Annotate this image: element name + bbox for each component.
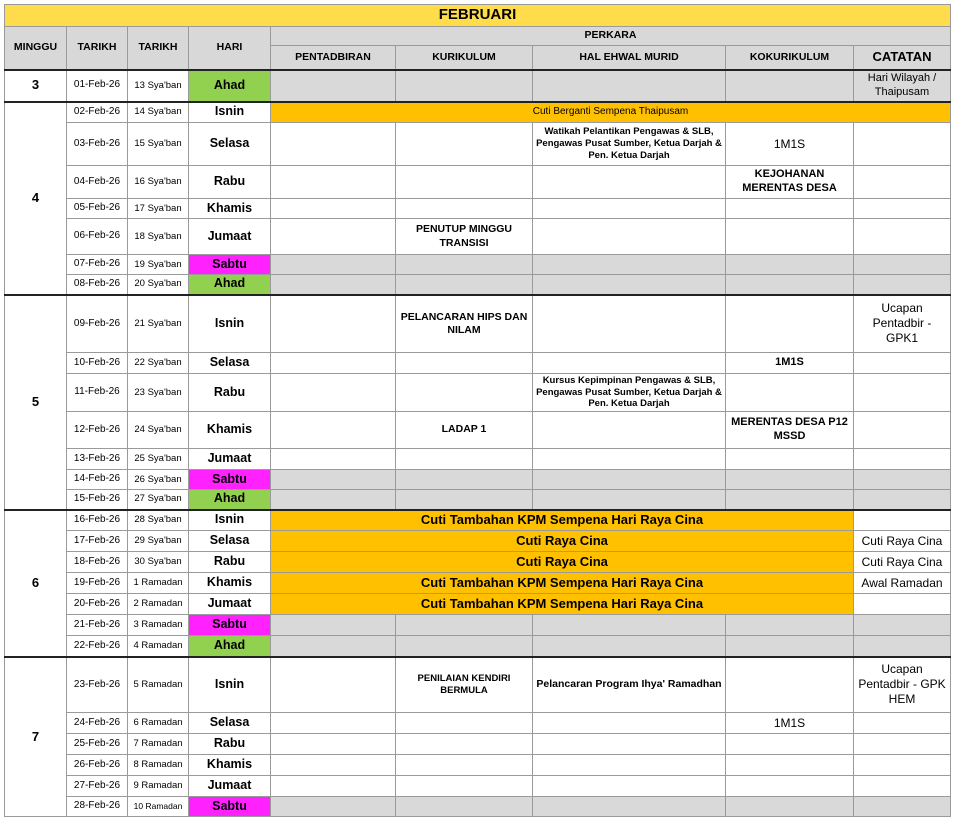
empty-cell[interactable]: [533, 70, 726, 102]
empty-cell[interactable]: [533, 412, 726, 449]
day-cell[interactable]: Selasa: [189, 353, 271, 374]
date-cell[interactable]: 20-Feb-26: [67, 594, 128, 615]
empty-cell[interactable]: [726, 657, 854, 713]
day-cell[interactable]: Ahad: [189, 70, 271, 102]
hijri-date-cell[interactable]: 6 Ramadan: [128, 713, 189, 734]
day-cell[interactable]: Rabu: [189, 166, 271, 199]
header-pentadbiran[interactable]: PENTADBIRAN: [271, 46, 396, 70]
hijri-date-cell[interactable]: 23 Sya'ban: [128, 374, 189, 412]
date-cell[interactable]: 16-Feb-26: [67, 510, 128, 531]
header-tarikh-hijri[interactable]: TARIKH: [128, 27, 189, 70]
date-cell[interactable]: 17-Feb-26: [67, 531, 128, 552]
table-row: [5, 470, 951, 490]
empty-cell[interactable]: [271, 70, 396, 102]
hijri-date-cell[interactable]: 29 Sya'ban: [128, 531, 189, 552]
hijri-date-cell[interactable]: 4 Ramadan: [128, 636, 189, 657]
hijri-date-cell[interactable]: 22 Sya'ban: [128, 353, 189, 374]
empty-cell[interactable]: [533, 353, 726, 374]
table-row: [5, 657, 951, 713]
holiday-banner[interactable]: Cuti Raya Cina: [271, 531, 854, 552]
table-row: [5, 531, 951, 552]
kurikulum-event-cell[interactable]: LADAP 1: [396, 412, 533, 449]
empty-cell[interactable]: [726, 374, 854, 412]
empty-cell[interactable]: [854, 594, 951, 615]
day-cell[interactable]: Khamis: [189, 412, 271, 449]
table-row: [5, 412, 951, 449]
date-cell[interactable]: 11-Feb-26: [67, 374, 128, 412]
empty-cell[interactable]: [271, 166, 396, 199]
table-row: [5, 552, 951, 573]
hijri-date-cell[interactable]: 19 Sya'ban: [128, 255, 189, 275]
table-row: [5, 510, 951, 531]
table-row: [5, 199, 951, 219]
catatan-cell[interactable]: Ucapan Pentadbir - GPK1: [854, 295, 951, 353]
empty-cell[interactable]: [396, 123, 533, 166]
hijri-date-cell[interactable]: 20 Sya'ban: [128, 275, 189, 295]
empty-cell[interactable]: [854, 374, 951, 412]
catatan-cell[interactable]: Awal Ramadan: [854, 573, 951, 594]
day-cell[interactable]: Jumaat: [189, 594, 271, 615]
empty-cell[interactable]: [396, 199, 533, 219]
sheet-title[interactable]: FEBRUARI: [5, 5, 951, 27]
empty-cell[interactable]: [726, 636, 854, 657]
date-cell[interactable]: 19-Feb-26: [67, 573, 128, 594]
holiday-banner[interactable]: Cuti Berganti Sempena Thaipusam: [271, 102, 951, 123]
empty-cell[interactable]: [396, 353, 533, 374]
empty-cell[interactable]: [726, 734, 854, 755]
empty-cell[interactable]: [726, 255, 854, 275]
hijri-date-cell[interactable]: 14 Sya'ban: [128, 102, 189, 123]
hijri-date-cell[interactable]: 21 Sya'ban: [128, 295, 189, 353]
empty-cell[interactable]: [726, 449, 854, 470]
day-cell[interactable]: Sabtu: [189, 797, 271, 817]
kokurikulum-event-cell[interactable]: 1M1S: [726, 353, 854, 374]
table-row: [5, 449, 951, 470]
empty-cell[interactable]: [396, 734, 533, 755]
empty-cell[interactable]: [854, 199, 951, 219]
date-cell[interactable]: 28-Feb-26: [67, 797, 128, 817]
empty-cell[interactable]: [271, 490, 396, 510]
hijri-date-cell[interactable]: 27 Sya'ban: [128, 490, 189, 510]
empty-cell[interactable]: [271, 412, 396, 449]
kurikulum-event-cell[interactable]: PENUTUP MINGGU TRANSISI: [396, 219, 533, 255]
table-row: [5, 374, 951, 412]
date-cell[interactable]: 10-Feb-26: [67, 353, 128, 374]
header-perkara[interactable]: PERKARA: [271, 27, 951, 46]
empty-cell[interactable]: [533, 199, 726, 219]
empty-cell[interactable]: [271, 776, 396, 797]
empty-cell[interactable]: [726, 470, 854, 490]
empty-cell[interactable]: [396, 255, 533, 275]
empty-cell[interactable]: [271, 255, 396, 275]
empty-cell[interactable]: [271, 374, 396, 412]
empty-cell[interactable]: [854, 449, 951, 470]
day-cell[interactable]: Jumaat: [189, 219, 271, 255]
catatan-cell[interactable]: Cuti Raya Cina: [854, 531, 951, 552]
holiday-banner[interactable]: Cuti Tambahan KPM Sempena Hari Raya Cina: [271, 573, 854, 594]
hem-event-cell[interactable]: Kursus Kepimpinan Pengawas & SLB, Pengawas Pusat Sumber, Ketua Darjah & Pen. Ketua Darjah: [533, 374, 726, 412]
table-row: [5, 713, 951, 734]
table-row: [5, 594, 951, 615]
catatan-cell[interactable]: Cuti Raya Cina: [854, 552, 951, 573]
date-cell[interactable]: 12-Feb-26: [67, 412, 128, 449]
header-minggu[interactable]: MINGGU: [5, 27, 67, 70]
table-row: [5, 734, 951, 755]
empty-cell[interactable]: [854, 470, 951, 490]
empty-cell[interactable]: [271, 353, 396, 374]
empty-cell[interactable]: [396, 374, 533, 412]
empty-cell[interactable]: [854, 510, 951, 531]
table-row: [5, 255, 951, 275]
empty-cell[interactable]: [854, 219, 951, 255]
empty-cell[interactable]: [271, 199, 396, 219]
date-cell[interactable]: 21-Feb-26: [67, 615, 128, 636]
empty-cell[interactable]: [854, 490, 951, 510]
date-cell[interactable]: 09-Feb-26: [67, 295, 128, 353]
empty-cell[interactable]: [271, 295, 396, 353]
date-cell[interactable]: 13-Feb-26: [67, 449, 128, 470]
empty-cell[interactable]: [271, 713, 396, 734]
date-cell[interactable]: 03-Feb-26: [67, 123, 128, 166]
empty-cell[interactable]: [533, 275, 726, 295]
day-cell[interactable]: Rabu: [189, 552, 271, 573]
day-cell[interactable]: Khamis: [189, 199, 271, 219]
holiday-banner[interactable]: Cuti Raya Cina: [271, 552, 854, 573]
hijri-date-cell[interactable]: 25 Sya'ban: [128, 449, 189, 470]
table-row: [5, 275, 951, 295]
table-row: [5, 353, 951, 374]
empty-cell[interactable]: [271, 219, 396, 255]
header-kurikulum[interactable]: KURIKULUM: [396, 46, 533, 70]
hijri-date-cell[interactable]: 3 Ramadan: [128, 615, 189, 636]
empty-cell[interactable]: [533, 755, 726, 776]
kurikulum-event-cell[interactable]: PELANCARAN HIPS DAN NILAM: [396, 295, 533, 353]
table-row: [5, 490, 951, 510]
date-cell[interactable]: 08-Feb-26: [67, 275, 128, 295]
table-row: [5, 295, 951, 353]
empty-cell[interactable]: [533, 797, 726, 817]
empty-cell[interactable]: [396, 776, 533, 797]
empty-cell[interactable]: [726, 797, 854, 817]
empty-cell[interactable]: [396, 615, 533, 636]
week-number[interactable]: 7: [5, 657, 67, 817]
day-cell[interactable]: Selasa: [189, 123, 271, 166]
hijri-date-cell[interactable]: 10 Ramadan: [128, 797, 189, 817]
day-cell[interactable]: Rabu: [189, 374, 271, 412]
empty-cell[interactable]: [854, 713, 951, 734]
empty-cell[interactable]: [396, 166, 533, 199]
empty-cell[interactable]: [271, 449, 396, 470]
day-cell[interactable]: Isnin: [189, 657, 271, 713]
day-cell[interactable]: Rabu: [189, 734, 271, 755]
day-cell[interactable]: Sabtu: [189, 470, 271, 490]
empty-cell[interactable]: [854, 123, 951, 166]
empty-cell[interactable]: [533, 295, 726, 353]
table-row: [5, 755, 951, 776]
date-cell[interactable]: 27-Feb-26: [67, 776, 128, 797]
calendar-sheet: [4, 4, 951, 817]
empty-cell[interactable]: [854, 166, 951, 199]
empty-cell[interactable]: [726, 199, 854, 219]
hijri-date-cell[interactable]: 26 Sya'ban: [128, 470, 189, 490]
day-cell[interactable]: Ahad: [189, 636, 271, 657]
empty-cell[interactable]: [854, 275, 951, 295]
table-row: [5, 166, 951, 199]
empty-cell[interactable]: [854, 412, 951, 449]
table-row: [5, 636, 951, 657]
date-cell[interactable]: 01-Feb-26: [67, 70, 128, 102]
header-hem[interactable]: HAL EHWAL MURID: [533, 46, 726, 70]
empty-cell[interactable]: [396, 636, 533, 657]
kurikulum-event-cell[interactable]: PENILAIAN KENDIRI BERMULA: [396, 657, 533, 713]
week-number[interactable]: 6: [5, 510, 67, 657]
hijri-date-cell[interactable]: 1 Ramadan: [128, 573, 189, 594]
table-row: [5, 219, 951, 255]
empty-cell[interactable]: [726, 275, 854, 295]
empty-cell[interactable]: [726, 776, 854, 797]
hijri-date-cell[interactable]: 24 Sya'ban: [128, 412, 189, 449]
hijri-date-cell[interactable]: 15 Sya'ban: [128, 123, 189, 166]
header-tarikh[interactable]: TARIKH: [67, 27, 128, 70]
day-cell[interactable]: Isnin: [189, 295, 271, 353]
empty-cell[interactable]: [271, 615, 396, 636]
day-cell[interactable]: Selasa: [189, 713, 271, 734]
hijri-date-cell[interactable]: 18 Sya'ban: [128, 219, 189, 255]
hijri-date-cell[interactable]: 5 Ramadan: [128, 657, 189, 713]
empty-cell[interactable]: [854, 615, 951, 636]
hijri-date-cell[interactable]: 30 Sya'ban: [128, 552, 189, 573]
date-cell[interactable]: 07-Feb-26: [67, 255, 128, 275]
kokurikulum-event-cell[interactable]: 1M1S: [726, 123, 854, 166]
empty-cell[interactable]: [271, 657, 396, 713]
empty-cell[interactable]: [854, 734, 951, 755]
day-cell[interactable]: Ahad: [189, 275, 271, 295]
week-number[interactable]: 3: [5, 70, 67, 102]
empty-cell[interactable]: [533, 490, 726, 510]
hem-event-cell[interactable]: Watikah Pelantikan Pengawas & SLB, Pengawas Pusat Sumber, Ketua Darjah & Pen. Ketua Darjah: [533, 123, 726, 166]
date-cell[interactable]: 06-Feb-26: [67, 219, 128, 255]
empty-cell[interactable]: [271, 470, 396, 490]
date-cell[interactable]: 23-Feb-26: [67, 657, 128, 713]
date-cell[interactable]: 26-Feb-26: [67, 755, 128, 776]
empty-cell[interactable]: [396, 713, 533, 734]
hijri-date-cell[interactable]: 2 Ramadan: [128, 594, 189, 615]
date-cell[interactable]: 05-Feb-26: [67, 199, 128, 219]
empty-cell[interactable]: [854, 797, 951, 817]
table-row: [5, 123, 951, 166]
hijri-date-cell[interactable]: 9 Ramadan: [128, 776, 189, 797]
date-cell[interactable]: 15-Feb-26: [67, 490, 128, 510]
empty-cell[interactable]: [533, 615, 726, 636]
empty-cell[interactable]: [854, 776, 951, 797]
empty-cell[interactable]: [726, 490, 854, 510]
empty-cell[interactable]: [854, 755, 951, 776]
date-cell[interactable]: 24-Feb-26: [67, 713, 128, 734]
header-hari[interactable]: HARI: [189, 27, 271, 70]
day-cell[interactable]: Khamis: [189, 755, 271, 776]
day-cell[interactable]: Khamis: [189, 573, 271, 594]
table-row: [5, 573, 951, 594]
date-cell[interactable]: 25-Feb-26: [67, 734, 128, 755]
empty-cell[interactable]: [396, 275, 533, 295]
table-row: [5, 615, 951, 636]
empty-cell[interactable]: [533, 219, 726, 255]
empty-cell[interactable]: [396, 70, 533, 102]
day-cell[interactable]: Sabtu: [189, 255, 271, 275]
date-cell[interactable]: 14-Feb-26: [67, 470, 128, 490]
day-cell[interactable]: Selasa: [189, 531, 271, 552]
empty-cell[interactable]: [271, 734, 396, 755]
empty-cell[interactable]: [533, 166, 726, 199]
day-cell[interactable]: Isnin: [189, 510, 271, 531]
empty-cell[interactable]: [533, 255, 726, 275]
hijri-date-cell[interactable]: 16 Sya'ban: [128, 166, 189, 199]
date-cell[interactable]: 18-Feb-26: [67, 552, 128, 573]
empty-cell[interactable]: [854, 353, 951, 374]
hijri-date-cell[interactable]: 8 Ramadan: [128, 755, 189, 776]
table-row: [5, 70, 951, 102]
empty-cell[interactable]: [271, 275, 396, 295]
date-cell[interactable]: 22-Feb-26: [67, 636, 128, 657]
date-cell[interactable]: 02-Feb-26: [67, 102, 128, 123]
empty-cell[interactable]: [533, 713, 726, 734]
hem-event-cell[interactable]: Pelancaran Program Ihya' Ramadhan: [533, 657, 726, 713]
empty-cell[interactable]: [726, 295, 854, 353]
empty-cell[interactable]: [533, 470, 726, 490]
empty-cell[interactable]: [396, 470, 533, 490]
empty-cell[interactable]: [271, 797, 396, 817]
holiday-banner[interactable]: Cuti Tambahan KPM Sempena Hari Raya Cina: [271, 510, 854, 531]
empty-cell[interactable]: [726, 615, 854, 636]
kokurikulum-event-cell[interactable]: KEJOHANAN MERENTAS DESA: [726, 166, 854, 199]
header-kokurikulum[interactable]: KOKURIKULUM: [726, 46, 854, 70]
hijri-date-cell[interactable]: 7 Ramadan: [128, 734, 189, 755]
empty-cell[interactable]: [726, 755, 854, 776]
table-row: [5, 102, 951, 123]
week-number[interactable]: 4: [5, 102, 67, 295]
hijri-date-cell[interactable]: 17 Sya'ban: [128, 199, 189, 219]
day-cell[interactable]: Jumaat: [189, 449, 271, 470]
empty-cell[interactable]: [533, 734, 726, 755]
empty-cell[interactable]: [854, 636, 951, 657]
day-cell[interactable]: Isnin: [189, 102, 271, 123]
date-cell[interactable]: 04-Feb-26: [67, 166, 128, 199]
table-row: [5, 797, 951, 817]
empty-cell[interactable]: [533, 636, 726, 657]
empty-cell[interactable]: [396, 797, 533, 817]
empty-cell[interactable]: [396, 449, 533, 470]
header-catatan[interactable]: CATATAN: [854, 46, 951, 70]
day-cell[interactable]: Sabtu: [189, 615, 271, 636]
empty-cell[interactable]: [396, 755, 533, 776]
empty-cell[interactable]: [271, 755, 396, 776]
catatan-cell[interactable]: Ucapan Pentadbir - GPK HEM: [854, 657, 951, 713]
empty-cell[interactable]: [726, 70, 854, 102]
day-cell[interactable]: Ahad: [189, 490, 271, 510]
kokurikulum-event-cell[interactable]: MERENTAS DESA P12 MSSD: [726, 412, 854, 449]
week-number[interactable]: 5: [5, 295, 67, 510]
empty-cell[interactable]: [271, 636, 396, 657]
empty-cell[interactable]: [533, 776, 726, 797]
empty-cell[interactable]: [396, 490, 533, 510]
empty-cell[interactable]: [726, 219, 854, 255]
holiday-banner[interactable]: Cuti Tambahan KPM Sempena Hari Raya Cina: [271, 594, 854, 615]
hijri-date-cell[interactable]: 28 Sya'ban: [128, 510, 189, 531]
table-row: [5, 776, 951, 797]
kokurikulum-event-cell[interactable]: 1M1S: [726, 713, 854, 734]
empty-cell[interactable]: [271, 123, 396, 166]
empty-cell[interactable]: [854, 255, 951, 275]
hijri-date-cell[interactable]: 13 Sya'ban: [128, 70, 189, 102]
day-cell[interactable]: Jumaat: [189, 776, 271, 797]
empty-cell[interactable]: [533, 449, 726, 470]
catatan-cell[interactable]: Hari Wilayah / Thaipusam: [854, 70, 951, 102]
